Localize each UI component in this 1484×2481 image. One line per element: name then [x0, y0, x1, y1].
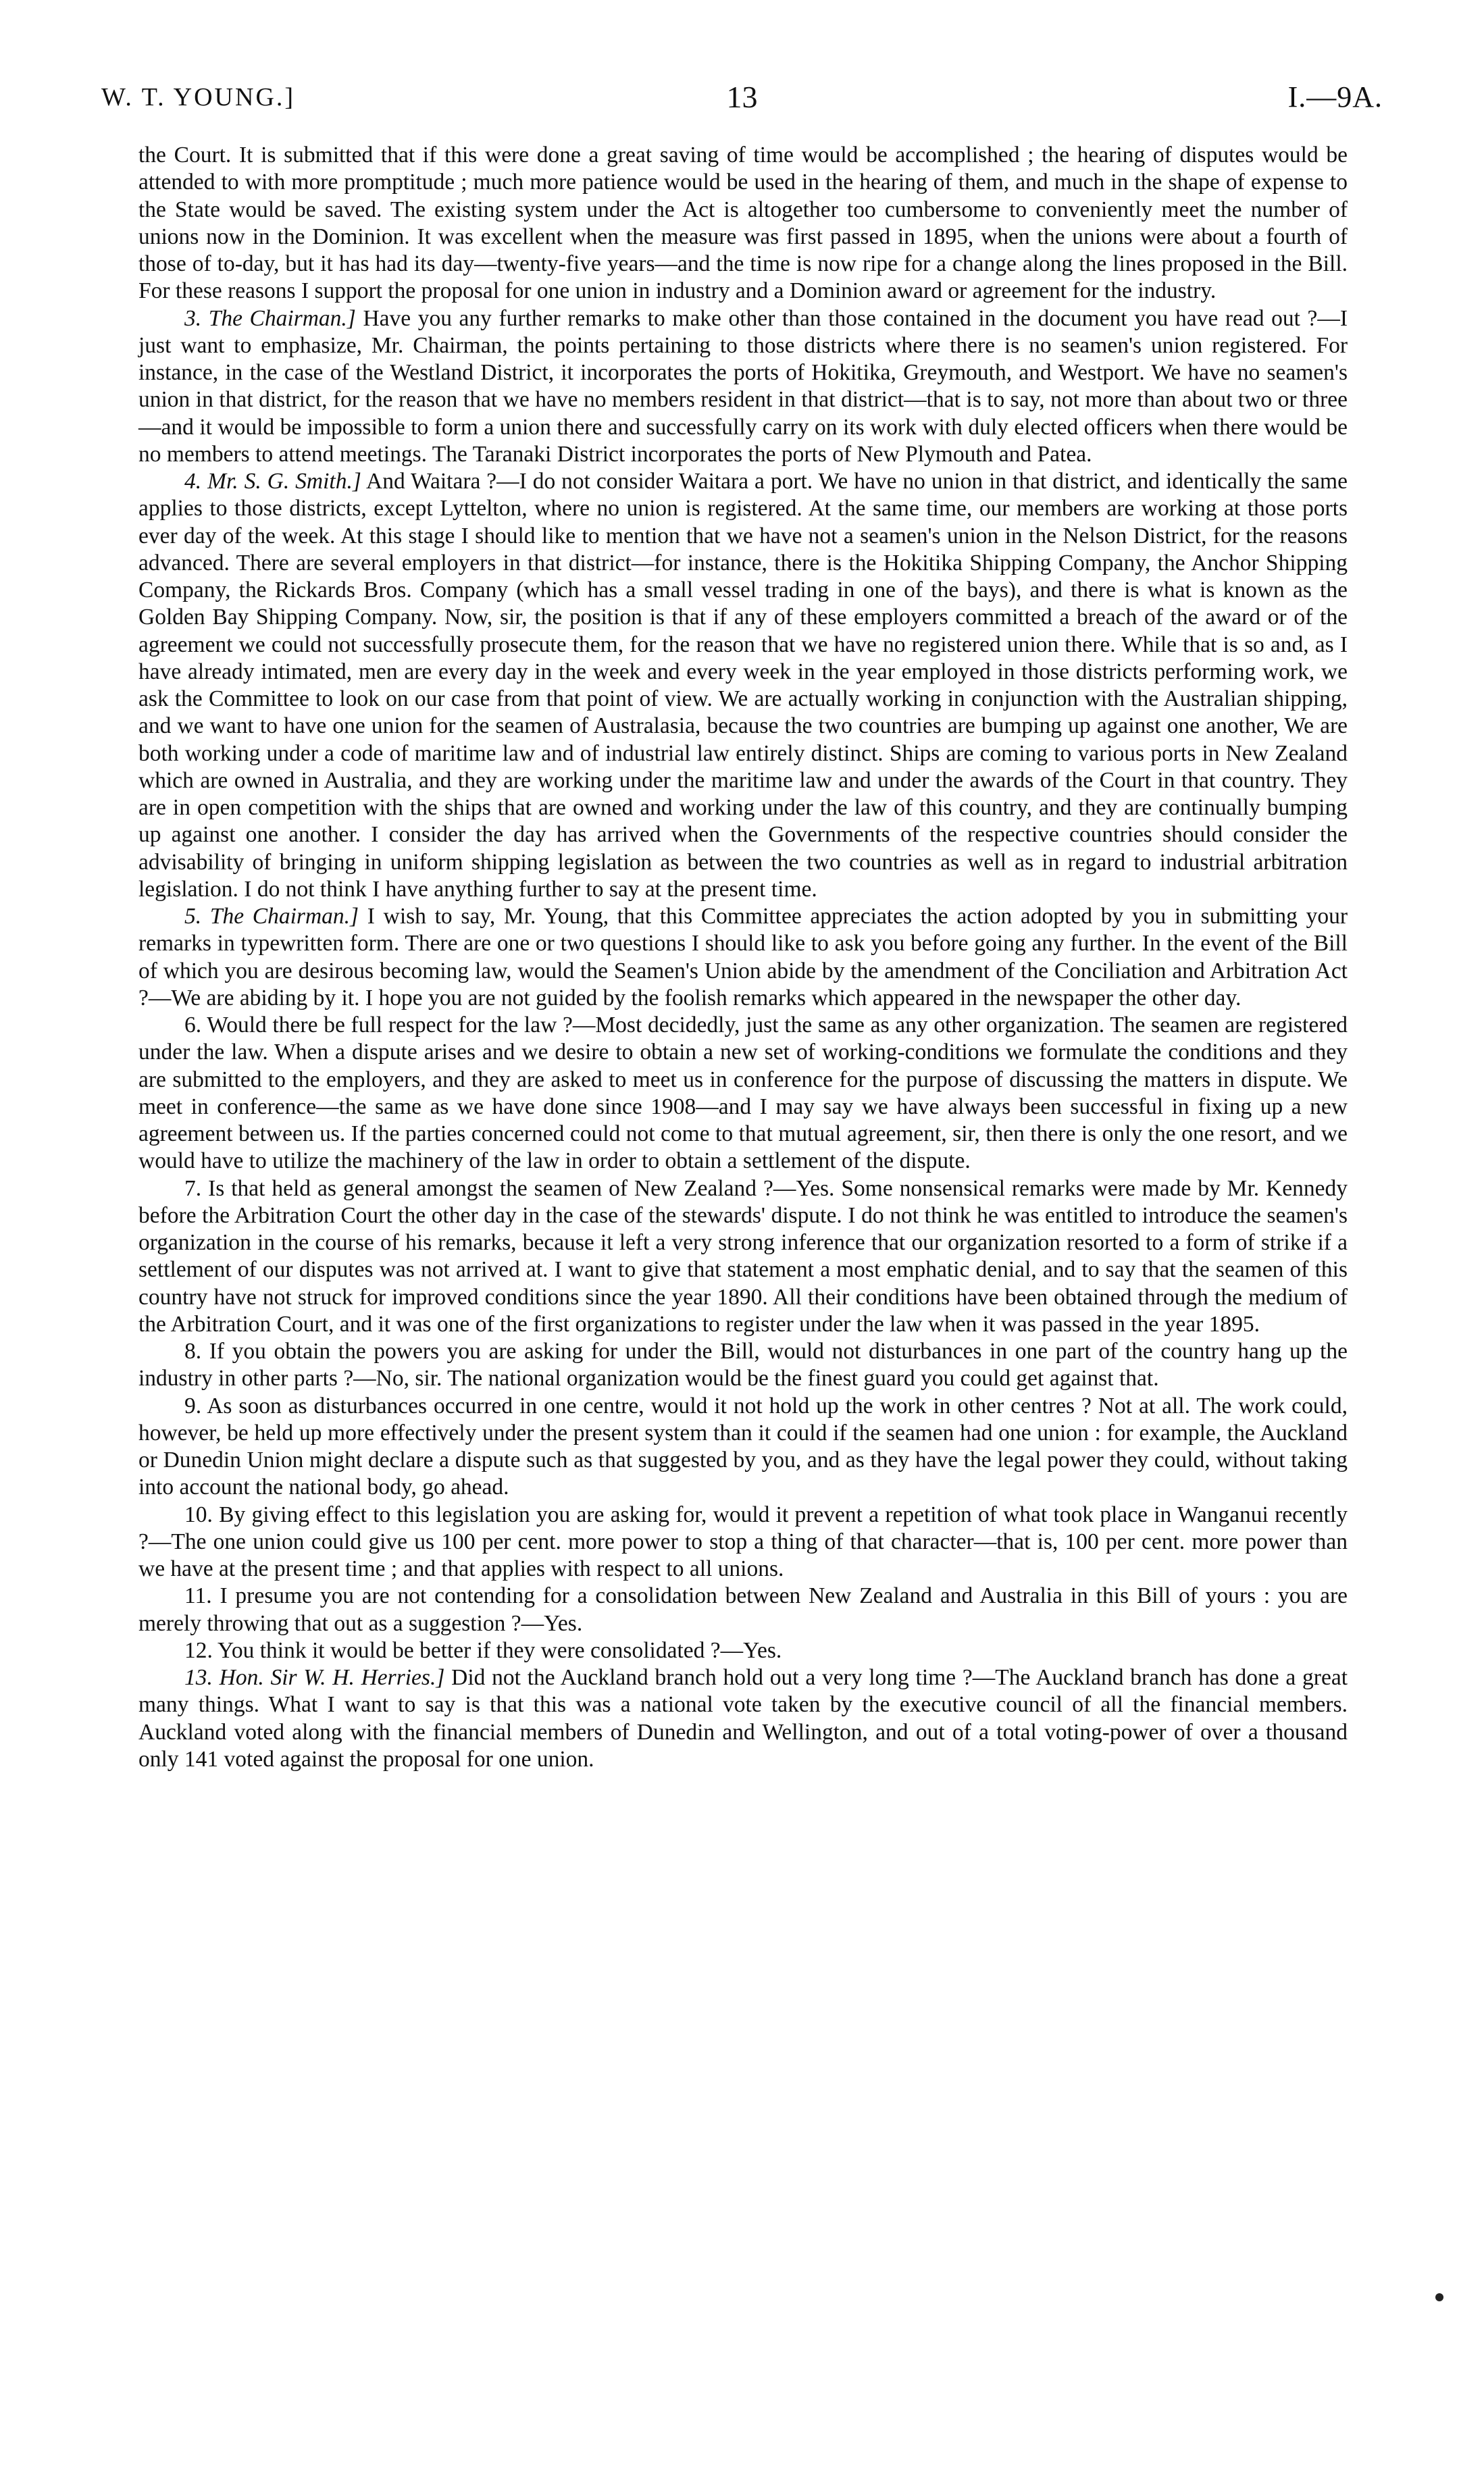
- page-header: [101, 76, 1383, 119]
- paragraph-text: 12. You think it would be better if they were consolidated ?—Yes.: [184, 1637, 782, 1663]
- paragraph: [138, 1012, 1348, 1175]
- paragraph-text: 8. If you obtain the powers you are asking for under the Bill, would not disturbances in one part of the country hang up the industry in other parts ?—No, sir. The national organization would be the finest guard you could get against that.: [138, 1339, 1348, 1391]
- paragraph: [138, 1338, 1348, 1393]
- speaker: 4. Mr. S. G. Smith.]: [184, 469, 361, 494]
- paragraph: [138, 305, 1348, 469]
- paragraph-text: the Court. It is submitted that if this were done a great saving of time would be accomplished ; the hearing of disputes would be attended to with more promptitude ; much more patience would be used in the hearing of them, and much in the shape of expense to the State would be saved. The existing system under the Act is altogether too cumbersome to conveniently meet the number of unions now in the Dominion. It was excellent when the measure was first passed in 1895, when the unions were about a fourth of those of to-day, but it has had its day—twenty-five years—and the time is now ripe for a change along the lines proposed in the Bill. For these reasons I support the proposal for one union in industry and a Dominion award or agreement for the industry.: [138, 143, 1348, 304]
- speaker: 5. The Chairman.]: [184, 904, 359, 929]
- paragraph-text: Did not the Auckland branch hold out a very long time ?—The Auckland branch has done a great many things. What I want to say is that this was a national vote taken by the executive council of all the financial members. Auckland voted along with the financial members of Dunedin and Wellington, and out of a total voting-power of over a thousand only 141 voted against the proposal for one union.: [138, 1665, 1348, 1772]
- paragraph: [138, 1637, 1348, 1664]
- paragraph: [138, 1393, 1348, 1502]
- paragraph-text: Have you any further remarks to make other than those contained in the document you have read out ?—I just want to emphasize, Mr. Chairman, the points pertaining to those districts where there is no seamen's union registered. For instance, in the case of the Westland District, it incorporates the ports of Hokitika, Greymouth, and Westport. We have no seamen's union in that district, for the reason that we have no members resident in that district—that is to say, not more than about two or three—and it would be impossible to form a union there and successfully carry on its work with duly elected officers when there would be no members to attend meetings. The Taranaki District incorporates the ports of New Plymouth and Patea.: [138, 305, 1348, 467]
- paragraph: [138, 1583, 1348, 1637]
- paragraph-text: 7. Is that held as general amongst the seamen of New Zealand ?—Yes. Some nonsensical remarks were made by Mr. Kennedy before the Arbitration Court the other day in the case of the stewards' dispute. I do not think he was entitled to introduce the seamen's organization in the course of his remarks, because it left a very strong inference that our organization resorted to a form of strike if a settlement of our disputes was not arrived at. I want to give that statement a most emphatic denial, and to say that the seamen of this country have not struck for improved conditions since the year 1890. All their conditions have been obtained through the medium of the Arbitration Court, and it was one of the first organizations to register under the law when it was passed in the year 1895.: [138, 1175, 1348, 1337]
- paragraph: [138, 1664, 1348, 1773]
- paragraph-text: I wish to say, Mr. Young, that this Committee appreciates the action adopted by you in submitting your remarks in typewritten form. There are one or two questions I should like to ask you before going any further. In the event of the Bill of which you are desirous becoming law, would the Seamen's Union abide by the amendment of the Conciliation and Arbitration Act ?—We are abiding by it. I hope you are not guided by the foolish remarks which appeared in the newspaper the other day.: [138, 904, 1348, 1011]
- paragraph-text: 6. Would there be full respect for the law ?—Most decidedly, just the same as any other organization. The seamen are registered under the law. When a dispute arises and we desire to obtain a new set of working-conditions we formulate the conditions and they are submitted to the employers, and they are asked to meet us in conference for the purpose of discussing the matters in dispute. We meet in conference—the same as we have done since 1908—and I may say we have always been successful in fixing up a new agreement between us. If the parties concerned could not come to that mutual agreement, sir, then there is only the one resort, and we would have to utilize the machinery of the law in order to obtain a settlement of the dispute.: [138, 1013, 1348, 1174]
- paragraph: [138, 1175, 1348, 1339]
- speaker: 3. The Chairman.]: [184, 305, 356, 331]
- paragraph-text: And Waitara ?—I do not consider Waitara a port. We have no union in that district, and identically the same applies to those districts, except Lyttelton, where no union is registered. At the same time, our members are working at those ports ever day of the week. At this stage I should like to mention that we have not a seamen's union in the Nelson District, for the reasons advanced. There are several employers in that district—for instance, there is the Hokitika Shipping Company, the Anchor Shipping Company, the Rickards Bros. Company (which has a small vessel trading in one of the bays), and there is what is known as the Golden Bay Shipping Company. Now, sir, the position is that if any of these employers committed a breach of the award or of the agreement we could not successfully prosecute them, for the reason that we have no registered union there. While that is so and, as I have already intimated, men are every day in the week and every week in the year employed in those districts performing work, we ask the Committee to look on our case from that point of view. We are actually working in conjunction with the Australian shipping, and we want to have one union for the seamen of Australasia, because the two countries are bumping up against one another, We are both working under a code of maritime law and of industrial law entirely distinct. Ships are coming to various ports in New Zealand which are owned in Australia, and they are working under the maritime law and under the awards of the Court in that country. They are in open competition with the ships that are owned and working under the law of this country, and they are continually bumping up against one another. I consider the day has arrived when the Governments of the respective countries should consider the advisability of bringing in uniform shipping legislation as between the two countries as well as in regard to industrial arbitration legislation. I do not think I have anything further to say at the present time.: [138, 469, 1348, 902]
- paragraph: [138, 1502, 1348, 1583]
- paper-reference: I.—9A.: [1287, 80, 1383, 113]
- paragraph-text: 9. As soon as disturbances occurred in one centre, would it not hold up the work in other centres ? Not at all. The work could, however, be held up more effectively under the present system than it could if the seamen had one union : for example, the Auckland or Dunedin Union might declare a dispute such as that suggested by you, and as they have the legal power they could, without taking into account the national body, go ahead.: [138, 1393, 1348, 1500]
- paragraph: [138, 903, 1348, 1012]
- page-number: 13: [726, 80, 758, 114]
- paragraph: [138, 142, 1348, 305]
- paragraph-text: 11. I presume you are not contending for a consolidation between New Zealand and Australia in this Bill of yours : you are merely throwing that out as a suggestion ?—Yes.: [138, 1583, 1348, 1636]
- body-text: [138, 142, 1348, 1773]
- margin-dot: [1435, 2293, 1443, 2301]
- paragraph-text: 10. By giving effect to this legislation you are asking for, would it prevent a repetition of what took place in Wanganui recently ?—The one union could give us 100 per cent. more power to stop a thing of that character—that is, 100 per cent. more power than we have at the present time ; and that applies with respect to all unions.: [138, 1502, 1348, 1581]
- paragraph: [138, 468, 1348, 903]
- speaker: 13. Hon. Sir W. H. Herries.]: [184, 1665, 445, 1690]
- header-witness: W. T. YOUNG.]: [101, 83, 296, 111]
